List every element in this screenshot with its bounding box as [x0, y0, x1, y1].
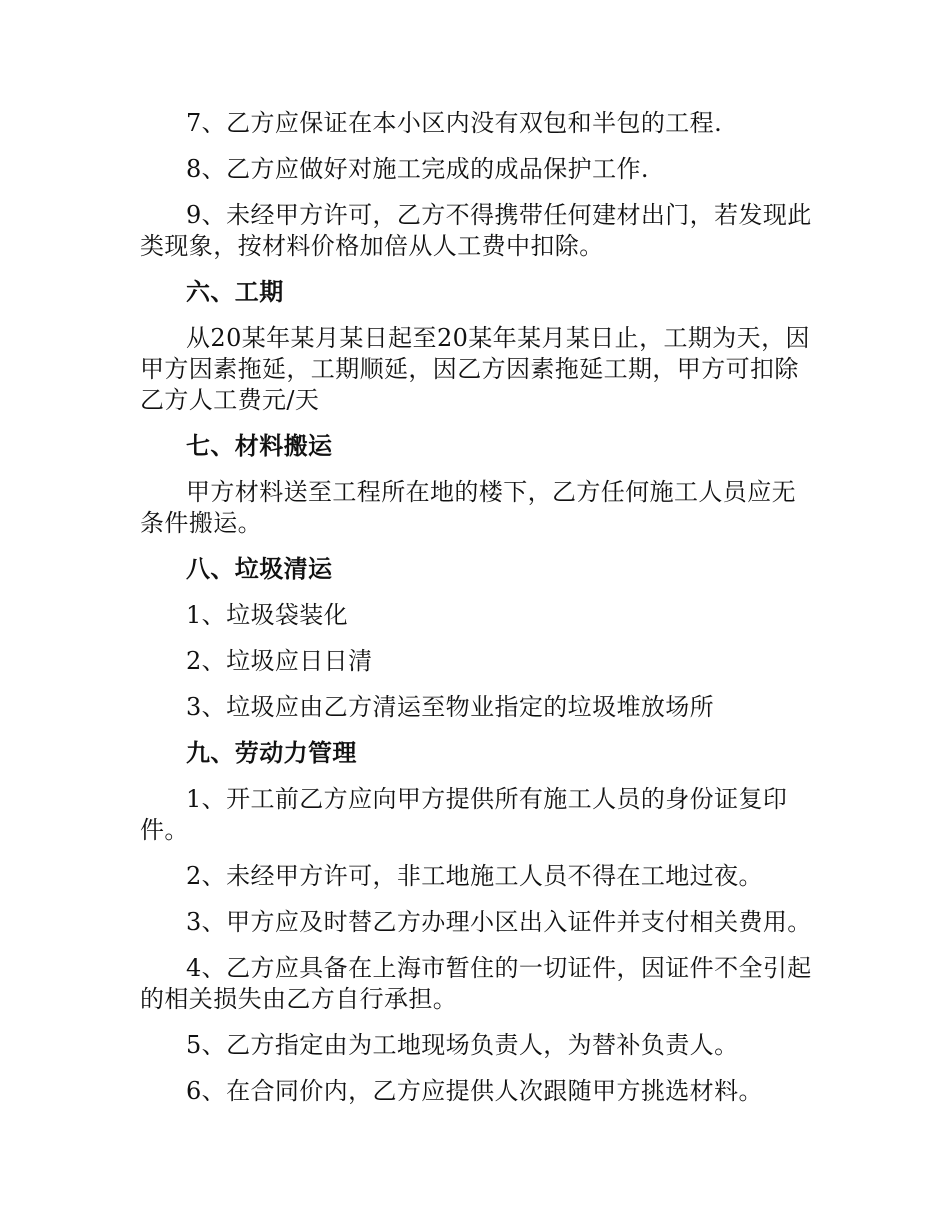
clause-8: 8、乙方应做好对施工完成的成品保护工作.: [186, 155, 649, 183]
section-heading-material-transport: 七、材料搬运: [186, 432, 333, 460]
clause-7: 7、乙方应保证在本小区内没有双包和半包的工程.: [186, 109, 723, 137]
section-heading-labor-management: 九、劳动力管理: [186, 739, 357, 767]
labor-item-1: 1、开工前乙方应向甲方提供所有施工人员的身份证复印件。: [140, 785, 788, 844]
document-page: [140, 108, 820, 1122]
waste-item-1: 1、垃圾袋装化: [186, 601, 349, 629]
material-transport-paragraph: 甲方材料送至工程所在地的楼下，乙方任何施工人员应无条件搬运。: [140, 478, 796, 537]
labor-item-2: 2、未经甲方许可，非工地施工人员不得在工地过夜。: [186, 862, 763, 890]
labor-item-3: 3、甲方应及时替乙方办理小区出入证件并支付相关费用。: [186, 908, 812, 936]
section-heading-schedule: 六、工期: [186, 278, 284, 306]
waste-item-3: 3、垃圾应由乙方清运至物业指定的垃圾堆放场所: [186, 693, 715, 721]
waste-item-2: 2、垃圾应日日清: [186, 647, 373, 675]
labor-item-5: 5、乙方指定由为工地现场负责人，为替补负责人。: [186, 1031, 739, 1059]
schedule-paragraph: 从20某年某月某日起至20某年某月某日止，工期为天，因甲方因素拖延，工期顺延，因乙方因素拖延工期，甲方可扣除乙方人工费元/天: [140, 324, 810, 414]
labor-item-4: 4、乙方应具备在上海市暂住的一切证件，因证件不全引起的相关损失由乙方自行承担。: [140, 954, 812, 1013]
section-heading-waste-removal: 八、垃圾清运: [186, 555, 333, 583]
labor-item-6: 6、在合同价内，乙方应提供人次跟随甲方挑选材料。: [186, 1077, 763, 1105]
clause-9: 9、未经甲方许可，乙方不得携带任何建材出门，若发现此类现象，按材料价格加倍从人工费中扣除。: [140, 201, 812, 260]
